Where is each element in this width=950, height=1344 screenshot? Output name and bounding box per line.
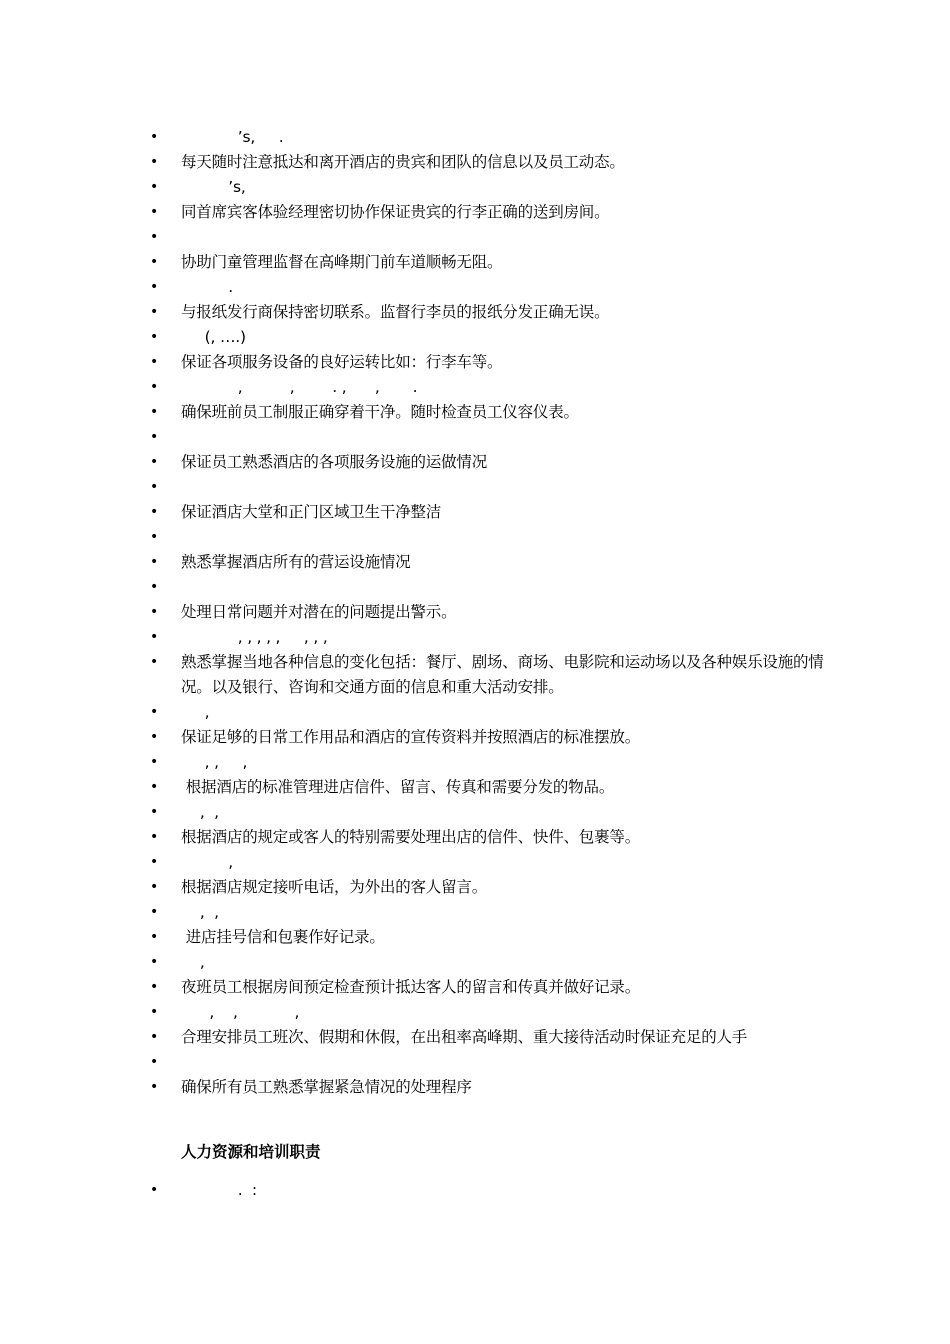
bullet-icon: •	[150, 154, 159, 170]
list-item-text: 与报纸发行商保持密切联系。监督行李员的报纸分发正确无误。	[181, 303, 610, 321]
list-item-text: 同首席宾客体验经理密切协作保证贵宾的行李正确的送到房间。	[181, 203, 610, 221]
bullet-icon: •	[150, 754, 159, 770]
list-item	[150, 1075, 830, 1100]
list-item-text: 根据酒店规定接听电话，为外出的客人留言。	[181, 878, 488, 896]
list-item-text: 每天随时注意抵达和离开酒店的贵宾和团队的信息以及员工动态。	[181, 153, 625, 171]
list-item-text: 进店挂号信和包裹作好记录。	[181, 928, 385, 946]
list-item	[150, 300, 830, 325]
list-item	[150, 425, 830, 450]
list-item	[150, 1178, 830, 1203]
list-item	[150, 475, 830, 500]
list-item	[150, 350, 830, 375]
list-item	[150, 900, 830, 925]
list-item-text: 确保班前员工制服正确穿着干净。随时检查员工仪容仪表。	[181, 403, 579, 421]
list-item	[150, 225, 830, 250]
bullet-icon: •	[150, 529, 159, 545]
bullet-icon: •	[150, 954, 159, 970]
list-item-text: 根据酒店的标准管理进店信件、留言、传真和需要分发的物品。	[181, 778, 615, 796]
list-item	[150, 450, 830, 475]
list-item-text: 保证员工熟悉酒店的各项服务设施的运做情况	[181, 453, 488, 471]
bullet-icon: •	[150, 579, 159, 595]
list-item	[150, 600, 830, 625]
bullet-icon: •	[150, 354, 159, 370]
bullet-icon: •	[150, 1029, 159, 1045]
list-item-text: ,	[181, 953, 205, 971]
list-item	[150, 725, 830, 750]
list-item	[150, 1025, 830, 1050]
list-item	[150, 825, 830, 850]
list-item	[150, 800, 830, 825]
list-item	[150, 700, 830, 725]
list-item	[150, 250, 830, 275]
list-item	[150, 375, 830, 400]
list-item	[150, 550, 830, 575]
bullet-icon: •	[150, 1004, 159, 1020]
bullet-icon: •	[150, 404, 159, 420]
bullet-icon: •	[150, 879, 159, 895]
list-item	[150, 850, 830, 875]
bullet-icon: •	[150, 1182, 159, 1198]
list-item-text: 保证足够的日常工作用品和酒店的宣传资料并按照酒店的标准摆放。	[181, 728, 641, 746]
bullet-icon: •	[150, 454, 159, 470]
list-item	[150, 125, 830, 150]
bullet-icon: •	[150, 129, 159, 145]
bullet-icon: •	[150, 654, 159, 670]
bullet-icon: •	[150, 254, 159, 270]
list-item	[150, 750, 830, 775]
list-item-text: 确保所有员工熟悉掌握紧急情况的处理程序	[181, 1078, 472, 1096]
bullet-icon: •	[150, 379, 159, 395]
bullet-icon: •	[150, 1054, 159, 1070]
list-item-text: .	[181, 278, 234, 296]
list-item	[150, 950, 830, 975]
list-item-text: . :	[181, 1181, 257, 1199]
list-item-text: 合理安排员工班次、假期和休假，在出租率高峰期、重大接待活动时保证充足的人手	[181, 1028, 748, 1046]
bullet-icon: •	[150, 704, 159, 720]
list-item-text: (, ….)	[181, 328, 246, 346]
bullet-icon: •	[150, 854, 159, 870]
bullet-icon: •	[150, 229, 159, 245]
list-item	[150, 625, 830, 650]
bullet-icon: •	[150, 504, 159, 520]
list-item	[150, 275, 830, 300]
bullet-icon: •	[150, 329, 159, 345]
bullet-icon: •	[150, 429, 159, 445]
bullet-icon: •	[150, 204, 159, 220]
list-item-text: 处理日常问题并对潜在的问题提出警示。	[181, 603, 457, 621]
bullet-icon: •	[150, 729, 159, 745]
list-item	[150, 925, 830, 950]
bullet-icon: •	[150, 479, 159, 495]
list-item-text: 熟悉掌握当地各种信息的变化包括：餐厅、剧场、商场、电影院和运动场以及各种娱乐设施的情况。以及银行、咨询和交通方面的信息和重大活动安排。	[181, 653, 824, 696]
list-item-text: , , . , , .	[181, 378, 418, 396]
bullet-icon: •	[150, 929, 159, 945]
list-item	[150, 500, 830, 525]
list-item-text: ,	[181, 703, 210, 721]
list-item-text: 熟悉掌握酒店所有的营运设施情况	[181, 553, 411, 571]
list-item-text: , , , , , , , ,	[181, 628, 328, 646]
list-item-text: ’s,	[181, 178, 246, 196]
section-heading: 人力资源和培训职责	[181, 1143, 321, 1161]
list-item	[150, 175, 830, 200]
list-item	[150, 650, 830, 700]
bullet-icon: •	[150, 779, 159, 795]
bullet-icon: •	[150, 629, 159, 645]
list-item	[150, 1000, 830, 1025]
list-item	[150, 775, 830, 800]
list-item-text: 保证酒店大堂和正门区域卫生干净整洁	[181, 503, 442, 521]
bullet-icon: •	[150, 604, 159, 620]
list-item	[150, 525, 830, 550]
bullet-icon: •	[150, 179, 159, 195]
list-item-text: , , ,	[181, 1003, 300, 1021]
list-item-text: , , ,	[181, 753, 248, 771]
list-item-text: ’s, .	[181, 128, 284, 146]
list-item-text: 根据酒店的规定或客人的特别需要处理出店的信件、快件、包裹等。	[181, 828, 641, 846]
list-item	[150, 975, 830, 1000]
list-item-text: ,	[181, 853, 234, 871]
bullet-icon: •	[150, 279, 159, 295]
bullet-icon: •	[150, 554, 159, 570]
bullet-icon: •	[150, 304, 159, 320]
bullet-icon: •	[150, 829, 159, 845]
list-item	[150, 325, 830, 350]
list-item	[150, 575, 830, 600]
list-item	[150, 150, 830, 175]
duties-list	[150, 125, 830, 1100]
list-item-text: 夜班员工根据房间预定检查预计抵达客人的留言和传真并做好记录。	[181, 978, 641, 996]
list-item	[150, 1050, 830, 1075]
list-item-text: , ,	[181, 903, 219, 921]
list-item	[150, 400, 830, 425]
list-item-text: , ,	[181, 803, 219, 821]
hr-duties-list	[150, 1178, 830, 1203]
bullet-icon: •	[150, 1079, 159, 1095]
bullet-icon: •	[150, 979, 159, 995]
list-item-text: 协助门童管理监督在高峰期门前车道顺畅无阻。	[181, 253, 503, 271]
list-item	[150, 200, 830, 225]
list-item-text: 保证各项服务设备的良好运转比如：行李车等。	[181, 353, 503, 371]
bullet-icon: •	[150, 804, 159, 820]
list-item	[150, 875, 830, 900]
bullet-icon: •	[150, 904, 159, 920]
